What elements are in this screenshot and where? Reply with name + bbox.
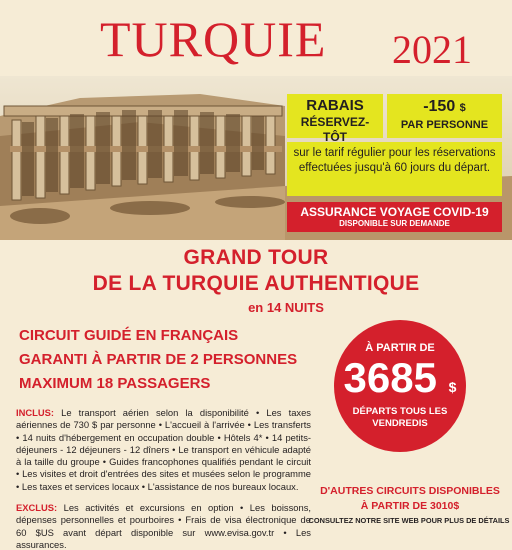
feature-item: MAXIMUM 18 PASSAGERS bbox=[19, 375, 211, 392]
price-value: 3685 bbox=[343, 354, 437, 401]
feature-item: GARANTI À PARTIR DE 2 PERSONNES bbox=[19, 351, 298, 368]
reserve-label: RÉSERVEZ-TÔT bbox=[300, 115, 370, 144]
feature-list bbox=[19, 324, 339, 396]
covid-insurance-banner bbox=[287, 202, 502, 232]
departures-label: DÉPARTS TOUS LES VENDREDIS bbox=[352, 406, 448, 429]
other-circuits bbox=[310, 484, 510, 514]
excluded-text: Les activités et excursions en option • Les boissons, dépenses personnelles et pourboires • Frais de visa électronique de 60 $US avant départ disponible sur www.evisa.gov.tr • Les assurances. bbox=[16, 502, 311, 550]
tour-title-line1: GRAND TOUR bbox=[183, 246, 329, 269]
website-note: CONSULTEZ NOTRE SITE WEB POUR PLUS DE DÉTAILS bbox=[308, 516, 510, 525]
discount-amount: -150 bbox=[423, 98, 456, 115]
other-circuits-line2: À PARTIR DE 3010$ bbox=[360, 500, 460, 512]
covid-title: ASSURANCE VOYAGE COVID-19 bbox=[300, 205, 489, 219]
title-bar bbox=[0, 6, 512, 72]
included-section bbox=[16, 407, 311, 493]
rabais-label: RABAIS bbox=[306, 97, 364, 114]
promo-description: sur le tarif régulier pour les réservations effectuées jusqu'à 60 jours du départ. bbox=[287, 142, 502, 196]
early-booking-box bbox=[287, 94, 383, 144]
included-text: Le transport aérien selon la disponibilité • Les taxes aériennes de 730 $ par personne • L'accueil à l'arrivée • Les transferts • 14 nuits d'hébergement en occupation double • Hôtels 4* • 14 petits-déjeuners - 12 déjeuners - 12 dîners • Le transport en véhicule adapté à la taille du groupe • Guides francophones qualifiés pendant le circuit • Les visites et droit d'entrées des sites et musées selon le programme • Les taxes et services locaux • L'assistance de nos bureaux locaux. bbox=[16, 407, 311, 492]
promo-panel bbox=[287, 94, 502, 232]
tour-title-line2: DE LA TURQUIE AUTHENTIQUE bbox=[92, 272, 420, 295]
per-person-label: PAR PERSONNE bbox=[400, 119, 489, 131]
price-currency: $ bbox=[448, 379, 457, 395]
other-circuits-line1: D'AUTRES CIRCUITS DISPONIBLES bbox=[320, 485, 500, 497]
included-label: INCLUS: bbox=[16, 407, 55, 418]
tour-nights: en 14 NUITS bbox=[248, 300, 324, 315]
discount-box bbox=[387, 94, 502, 138]
feature-item: CIRCUIT GUIDÉ EN FRANÇAIS bbox=[19, 327, 239, 344]
covid-subtitle: DISPONIBLE SUR DEMANDE bbox=[339, 219, 450, 228]
excluded-label: EXCLUS: bbox=[16, 502, 58, 513]
price-badge bbox=[334, 320, 466, 452]
destination-title: TURQUIE bbox=[100, 11, 327, 67]
excluded-section bbox=[16, 502, 311, 550]
discount-currency: $ bbox=[459, 102, 466, 114]
year-title: 2021 bbox=[392, 27, 472, 72]
price-from-label: À PARTIR DE bbox=[365, 342, 435, 354]
